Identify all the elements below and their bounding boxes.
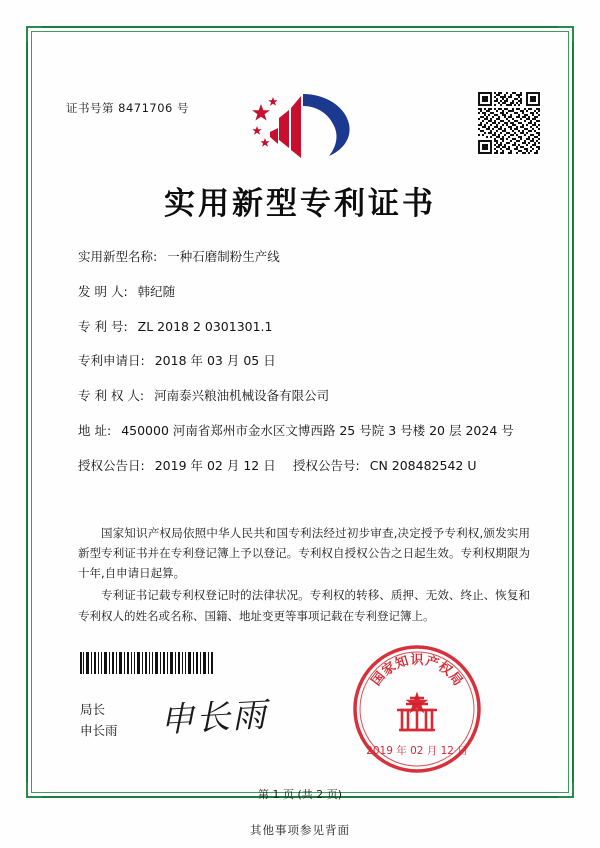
field-row-inventor: [78, 283, 530, 302]
director-name: 申长雨: [80, 722, 118, 738]
qr-code-icon: [478, 92, 540, 154]
field-value: CN 208482542 U: [369, 457, 477, 473]
fields-list: [78, 248, 530, 491]
grant-date-group: [78, 457, 293, 476]
legal-paragraph: 国家知识产权局依照中华人民共和国专利法经过初步审查,决定授予专利权,颁发实用新型专利证书并在专利登记簿上予以登记。专利权自授权公告之日起生效。专利权期限为十年,自申请日起算。: [78, 526, 530, 581]
field-row-application-date: [78, 352, 530, 371]
field-label: 专 利 权 人:: [78, 388, 145, 403]
field-label: 授权公告日:: [78, 457, 145, 473]
field-row-patent-number: [78, 318, 530, 337]
field-row-address: [78, 422, 530, 441]
official-seal: [350, 642, 484, 776]
svg-text:局: 局: [445, 669, 466, 689]
director-label: 局长: [80, 702, 106, 717]
svg-text:权: 权: [435, 659, 455, 680]
field-label: 专利申请日:: [78, 353, 145, 369]
field-row-patentee: [78, 387, 530, 406]
field-value: 450000 河南省郑州市金水区文博西路 25 号院 3 号楼 20 层 2024 号: [121, 422, 514, 438]
legal-text: [78, 523, 530, 628]
field-value: 一种石磨制粉生产线: [167, 249, 280, 264]
field-row-grant: [78, 457, 530, 476]
handwritten-signature: 申长雨: [158, 695, 269, 741]
field-label: 发 明 人:: [78, 283, 128, 299]
field-label: 授权公告号:: [293, 457, 360, 473]
svg-text:国: 国: [368, 669, 389, 689]
svg-text:知: 知: [393, 653, 411, 673]
cnipa-logo-icon: [245, 88, 357, 162]
legal-paragraph: 专利证书记载专利权登记时的法律状况。专利权的转移、质押、无效、终止、恢复和专利权人的姓名或名称、国籍、地址变更等事项记载在专利登记簿上。: [78, 588, 530, 623]
field-label: 专 利 号:: [78, 318, 128, 334]
corner-ornament-top-left: [26, 26, 42, 42]
field-label: 实用新型名称:: [78, 249, 158, 264]
page-number: 第 1 页 (共 2 页): [257, 788, 343, 801]
field-value: 韩纪随: [137, 283, 176, 299]
grant-number-group: [293, 457, 530, 476]
director-block: [80, 700, 118, 741]
field-label: 地 址:: [78, 422, 112, 438]
corner-ornament-top-right: [558, 26, 574, 42]
svg-text:识: 识: [410, 653, 424, 668]
footer-note: 其他事项参见背面: [250, 823, 350, 837]
certificate-number: 证书号第 8471706 号: [66, 101, 190, 115]
field-value: ZL 2018 2 0301301.1: [137, 318, 273, 334]
field-value: 2018 年 03 月 05 日: [154, 353, 276, 369]
barcode-icon: [80, 652, 215, 674]
field-value: 河南泰兴粮油机械设备有限公司: [154, 388, 330, 403]
field-value: 2019 年 02 月 12 日: [154, 457, 276, 473]
field-row-name: [78, 248, 530, 267]
page-title: 实用新型专利证书: [164, 186, 436, 222]
svg-text:家: 家: [379, 659, 399, 680]
svg-text:产: 产: [423, 653, 441, 673]
seal-date: 2019 年 02 月 12 日: [366, 745, 468, 757]
